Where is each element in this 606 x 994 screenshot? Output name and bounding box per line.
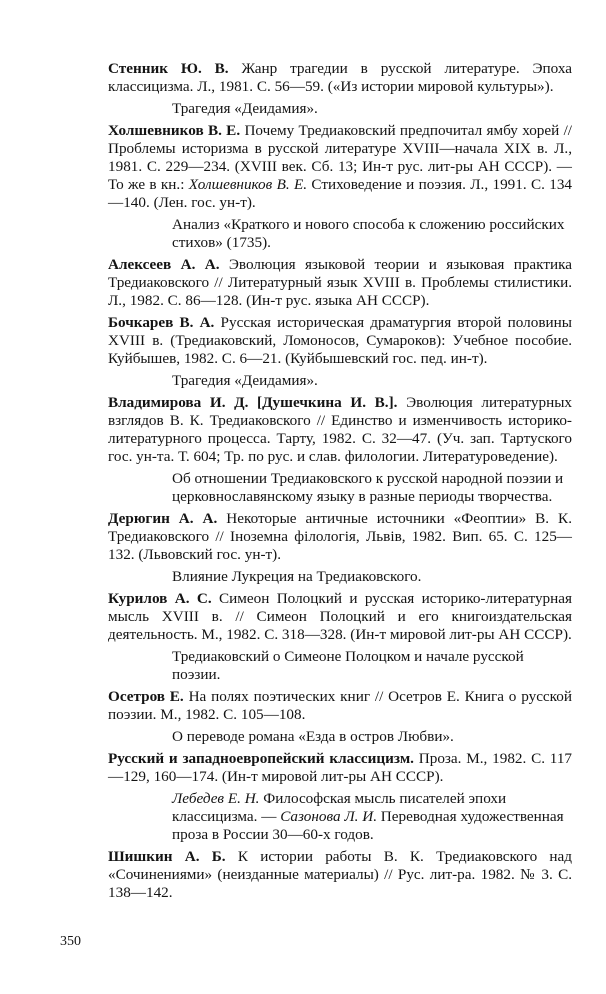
entry-text: На полях поэтических книг // Осетров Е. Книга о русской поэзии. М., 1982. С. 105—108. [108, 688, 573, 723]
entry-author: Алексеев А. А. [108, 256, 220, 273]
entry-annotation: Влияние Лукреция на Тредиаковского. [172, 568, 422, 585]
entry-author: Стенник Ю. В. [108, 60, 229, 77]
bib-entry [88, 688, 572, 724]
annotation-text: Переводная художественная проза в России 30—60-х годов. [172, 808, 564, 843]
entry-author: Дерюгин А. А. [108, 510, 218, 527]
bib-entry [88, 60, 572, 96]
entry-text: К истории работы В. К. Тредиаковского над «Сочинениями» (неизданные материалы) // Рус. лит-ра. 1982. № 3. С. 138—142. [108, 848, 573, 901]
bib-entry [88, 590, 572, 644]
entry-text: Некоторые античные источники «Феоптии» В. К. Тредиаковского // Іноземна філологія, Львів, 1982. Вип. 65. С. 125—132. (Львовский гос. ун-т). [108, 510, 572, 563]
entry-text: Эволюция языковой теории и языковая практика Тредиаковского // Литературный язык XVIII в. Проблемы стилистики. Л., 1982. С. 86—128. (Ин-т рус. языка АН СССР). [108, 256, 572, 309]
entry-annotation: Трагедия «Деидамия». [172, 100, 318, 117]
entry-author: Курилов А. С. [108, 590, 212, 607]
entry-annotation [172, 790, 572, 844]
entry-text: Русская историческая драматургия второй половины XVIII в. (Тредиаковский, Ломоносов, Сумароков): Учебное пособие. Куйбышев, 1982. С. 6—21. (Куйбышевский гос. пед. ин-т). [108, 314, 572, 367]
entry-author: Русский и западноевропейский классицизм. [108, 750, 414, 767]
bib-entry [88, 314, 572, 368]
bib-entry [88, 394, 572, 466]
entry-annotation: Тредиаковский о Симеоне Полоцком и начале русской поэзии. [172, 648, 524, 683]
entry-annotation: Трагедия «Деидамия». [172, 372, 318, 389]
entry-author: Шишкин А. Б. [108, 848, 226, 865]
annotation-author: Сазонова Л. И. [280, 808, 377, 825]
entry-text-cont: Стиховедение и поэзия. Л., 1991. С. 134—140. (Лен. гос. ун-т). [108, 176, 573, 211]
entry-author: Холшевников В. Е. [108, 122, 241, 139]
entry-annotation: О переводе романа «Езда в остров Любви». [172, 728, 454, 745]
entry-annotation: Об отношении Тредиаковского к русской народной поэзии и церковнославянскому языку в разные периоды творчества. [172, 470, 564, 505]
bib-entry [88, 848, 572, 902]
entry-annotation: Анализ «Краткого и нового способа к сложению российских стихов» (1735). [172, 216, 565, 251]
entry-text: Проза. М., 1982. С. 117—129, 160—174. (Ин-т мировой лит-ры АН СССР). [108, 750, 573, 785]
bibliography-page [88, 60, 572, 906]
entry-text: Симеон Полоцкий и русская историко-литературная мысль XVIII в. // Симеон Полоцкий и его книгоиздательская деятельность. М., 1982. С. 318—328. (Ин-т мировой лит-ры АН СССР). [108, 590, 572, 643]
bib-entry [88, 122, 572, 212]
annotation-author: Лебедев Е. Н. [172, 790, 260, 807]
entry-author: Осетров Е. [108, 688, 184, 705]
entry-text: Эволюция литературных взглядов В. К. Тредиаковского // Единство и изменчивость историко-литературного процесса. Тарту, 1982. С. 32—47. (Уч. зап. Тартуского гос. ун-та. Т. 604; Тр. по рус. и слав. филологии. Литературоведение). [108, 394, 572, 465]
bib-entry [88, 256, 572, 310]
entry-text: Жанр трагедии в русской литературе. Эпоха классицизма. Л., 1981. С. 56—59. («Из истории мировой культуры»). [108, 60, 573, 95]
annotation-text: Философская мысль писателей эпохи классицизма. — [172, 790, 507, 825]
bib-entry [88, 510, 572, 564]
entry-author: Бочкарев В. А. [108, 314, 215, 331]
page-number: 350 [60, 934, 81, 949]
bib-entry [88, 750, 572, 786]
entry-italic-author: Холшевников В. Е. [188, 176, 308, 193]
entry-author: Владимирова И. Д. [Душечкина И. В.]. [108, 394, 398, 411]
entry-text: Почему Тредиаковский предпочитал ямбу хорей // Проблемы историзма в русской литературе XVIII—начала XIX в. Л., 1981. С. 229—234. (XVIII век. Сб. 13; Ин-т рус. лит-ры АН СССР). — То же в кн.: [108, 122, 573, 193]
